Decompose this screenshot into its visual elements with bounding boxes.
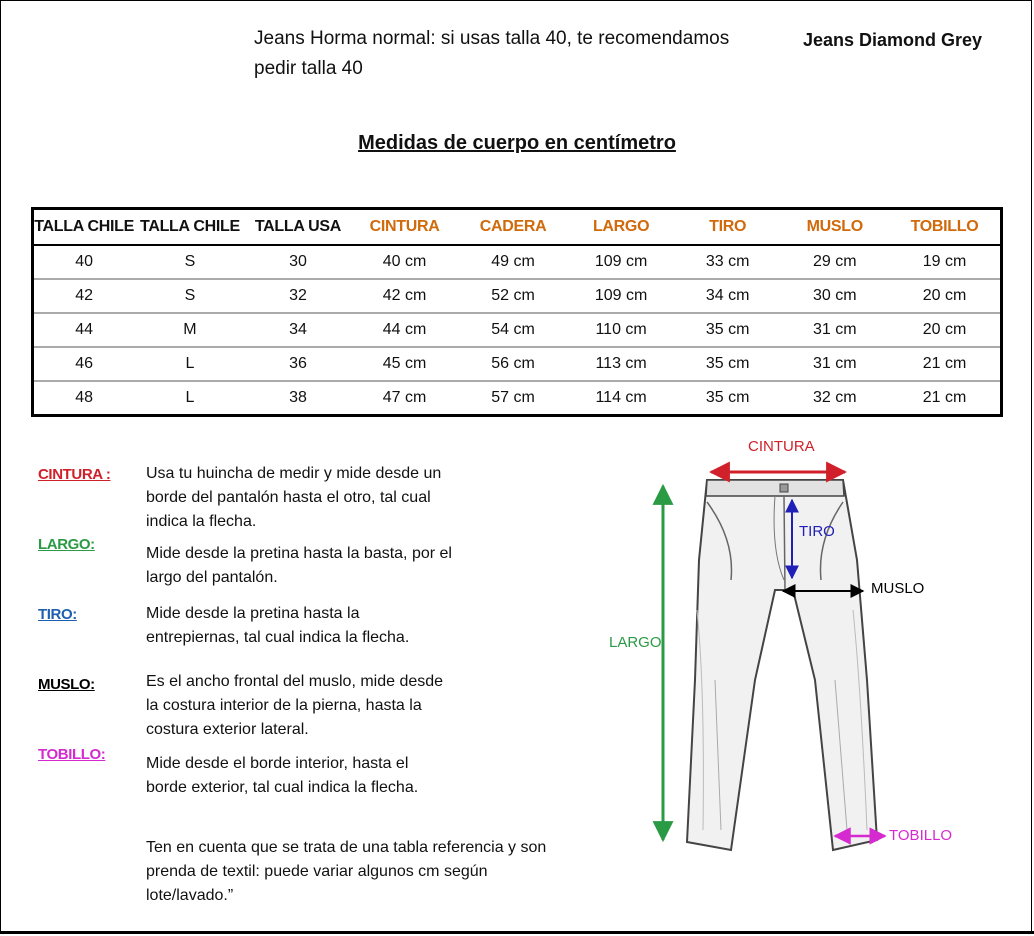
cell-cintura: 45 cm	[350, 347, 459, 381]
header-talla-chile-letter: TALLA CHILE	[134, 209, 245, 246]
guide-text-line: Mide desde la pretina hasta la basta, por el	[146, 545, 452, 562]
cell-cadera: 57 cm	[491, 389, 535, 406]
cell-tobillo: 20 cm	[889, 313, 1002, 347]
cell-tiro: 35 cm	[675, 313, 781, 347]
diagram-label-muslo: MUSLO	[871, 580, 925, 597]
cell-muslo: 30 cm	[780, 279, 889, 313]
cell-muslo: 29 cm	[780, 245, 889, 279]
guide-text-largo	[146, 542, 476, 590]
cell-largo: 109 cm	[567, 245, 675, 279]
fit-recommendation	[254, 24, 774, 84]
header-largo: LARGO	[567, 209, 675, 246]
cell-talla-letter: M	[134, 313, 245, 347]
guide-text-cintura	[146, 462, 476, 534]
cell-tiro: 35 cm	[675, 347, 781, 381]
header-muslo: MUSLO	[780, 209, 889, 246]
cell-talla-letter: S	[134, 279, 245, 313]
cell-tiro: 33 cm	[675, 245, 781, 279]
cell-tiro: 34 cm	[675, 279, 781, 313]
cell-talla-letter: L	[134, 347, 245, 381]
guide-text-line: Usa tu huincha de medir y mide desde un	[146, 465, 442, 482]
cell-muslo: 31 cm	[780, 313, 889, 347]
cell-tobillo: 20 cm	[889, 279, 1002, 313]
guide-text-line: costura exterior lateral.	[146, 721, 309, 738]
cell-tobillo: 19 cm	[889, 245, 1002, 279]
header-talla-usa: TALLA USA	[246, 209, 351, 246]
diagram-label-tiro: TIRO	[799, 523, 835, 540]
cell-muslo: 32 cm	[812, 389, 857, 406]
header-tiro: TIRO	[675, 209, 781, 246]
bottom-border	[0, 931, 1034, 934]
size-table-title: Medidas de cuerpo en centímetro	[358, 132, 676, 154]
guide-label-largo: LARGO:	[38, 536, 95, 553]
cell-talla-chile: 46	[33, 347, 135, 381]
cell-cintura: 44 cm	[350, 313, 459, 347]
note-line: lote/lavado.”	[146, 887, 234, 904]
cell-tiro: 35 cm	[705, 389, 750, 406]
product-name: Jeans Diamond Grey	[803, 30, 983, 50]
guide-text-line: la costura interior de la pierna, hasta la	[146, 697, 422, 714]
cell-cadera: 56 cm	[459, 347, 568, 381]
cell-talla-letter: S	[134, 245, 245, 279]
header-talla-chile: TALLA CHILE	[33, 209, 135, 246]
cell-talla-chile: 48	[75, 389, 94, 406]
jeans-drawing	[687, 480, 877, 850]
diagram-label-largo: LARGO	[609, 634, 662, 651]
guide-text-line: largo del pantalón.	[146, 569, 278, 586]
guide-text-line: borde exterior, tal cual indica la flecha.	[146, 779, 419, 796]
cell-tobillo: 21 cm	[922, 389, 967, 406]
guide-text-line: borde del pantalón hasta el otro, tal cual	[146, 489, 431, 506]
cell-largo: 114 cm	[595, 389, 647, 406]
cell-talla-usa: 38	[289, 389, 307, 406]
cell-talla-usa: 34	[246, 313, 351, 347]
cell-cintura: 42 cm	[350, 279, 459, 313]
guide-text-line: Es el ancho frontal del muslo, mide desde	[146, 673, 444, 690]
note-line: Ten en cuenta que se trata de una tabla referencia y son	[146, 839, 547, 856]
disclaimer-note	[146, 836, 566, 908]
cell-cadera: 49 cm	[459, 245, 568, 279]
fit-recommendation-line-2: pedir talla 40	[254, 58, 363, 79]
size-table	[31, 207, 1003, 417]
guide-label-tiro: TIRO:	[38, 606, 77, 623]
cell-talla-usa: 30	[246, 245, 351, 279]
guide-text-line: entrepiernas, tal cual indica la flecha.	[146, 629, 410, 646]
cell-talla-usa: 36	[246, 347, 351, 381]
table-row	[33, 279, 1002, 313]
cell-cadera: 54 cm	[459, 313, 568, 347]
guide-text-line: Mide desde el borde interior, hasta el	[146, 755, 409, 772]
jeans-measurement-diagram	[595, 430, 953, 870]
table-row	[33, 245, 1002, 279]
guide-text-line: Mide desde la pretina hasta la	[146, 605, 360, 622]
cell-talla-letter: L	[185, 389, 195, 406]
header-tobillo: TOBILLO	[889, 209, 1002, 246]
cell-cadera: 52 cm	[459, 279, 568, 313]
diagram-label-tobillo: TOBILLO	[889, 827, 953, 844]
cell-tobillo: 21 cm	[889, 347, 1002, 381]
fit-recommendation-line-1: Jeans Horma normal: si usas talla 40, te recomendamos	[254, 28, 730, 49]
table-row	[33, 381, 1002, 416]
cell-talla-usa: 32	[246, 279, 351, 313]
cell-largo: 113 cm	[567, 347, 675, 381]
table-row	[33, 313, 1002, 347]
guide-label-cintura: CINTURA :	[38, 466, 111, 483]
guide-text-muslo	[146, 670, 476, 742]
cell-cintura: 47 cm	[382, 389, 427, 406]
cell-talla-chile: 42	[33, 279, 135, 313]
header-cintura: CINTURA	[350, 209, 459, 246]
guide-label-muslo: MUSLO:	[38, 676, 95, 693]
note-line: prenda de textil: puede variar algunos cm según	[146, 863, 488, 880]
diagram-label-cintura: CINTURA	[748, 438, 815, 455]
size-table-header-row	[33, 209, 1002, 246]
guide-label-tobillo: TOBILLO:	[38, 746, 106, 763]
cell-talla-chile: 40	[33, 245, 135, 279]
cell-muslo: 31 cm	[780, 347, 889, 381]
header-cadera: CADERA	[459, 209, 568, 246]
cell-talla-chile: 44	[33, 313, 135, 347]
guide-text-tiro	[146, 602, 476, 650]
cell-cintura: 40 cm	[350, 245, 459, 279]
guide-text-line: indica la flecha.	[146, 513, 257, 530]
guide-text-tobillo	[146, 752, 476, 800]
cell-largo: 110 cm	[567, 313, 675, 347]
table-row	[33, 347, 1002, 381]
cell-largo: 109 cm	[567, 279, 675, 313]
